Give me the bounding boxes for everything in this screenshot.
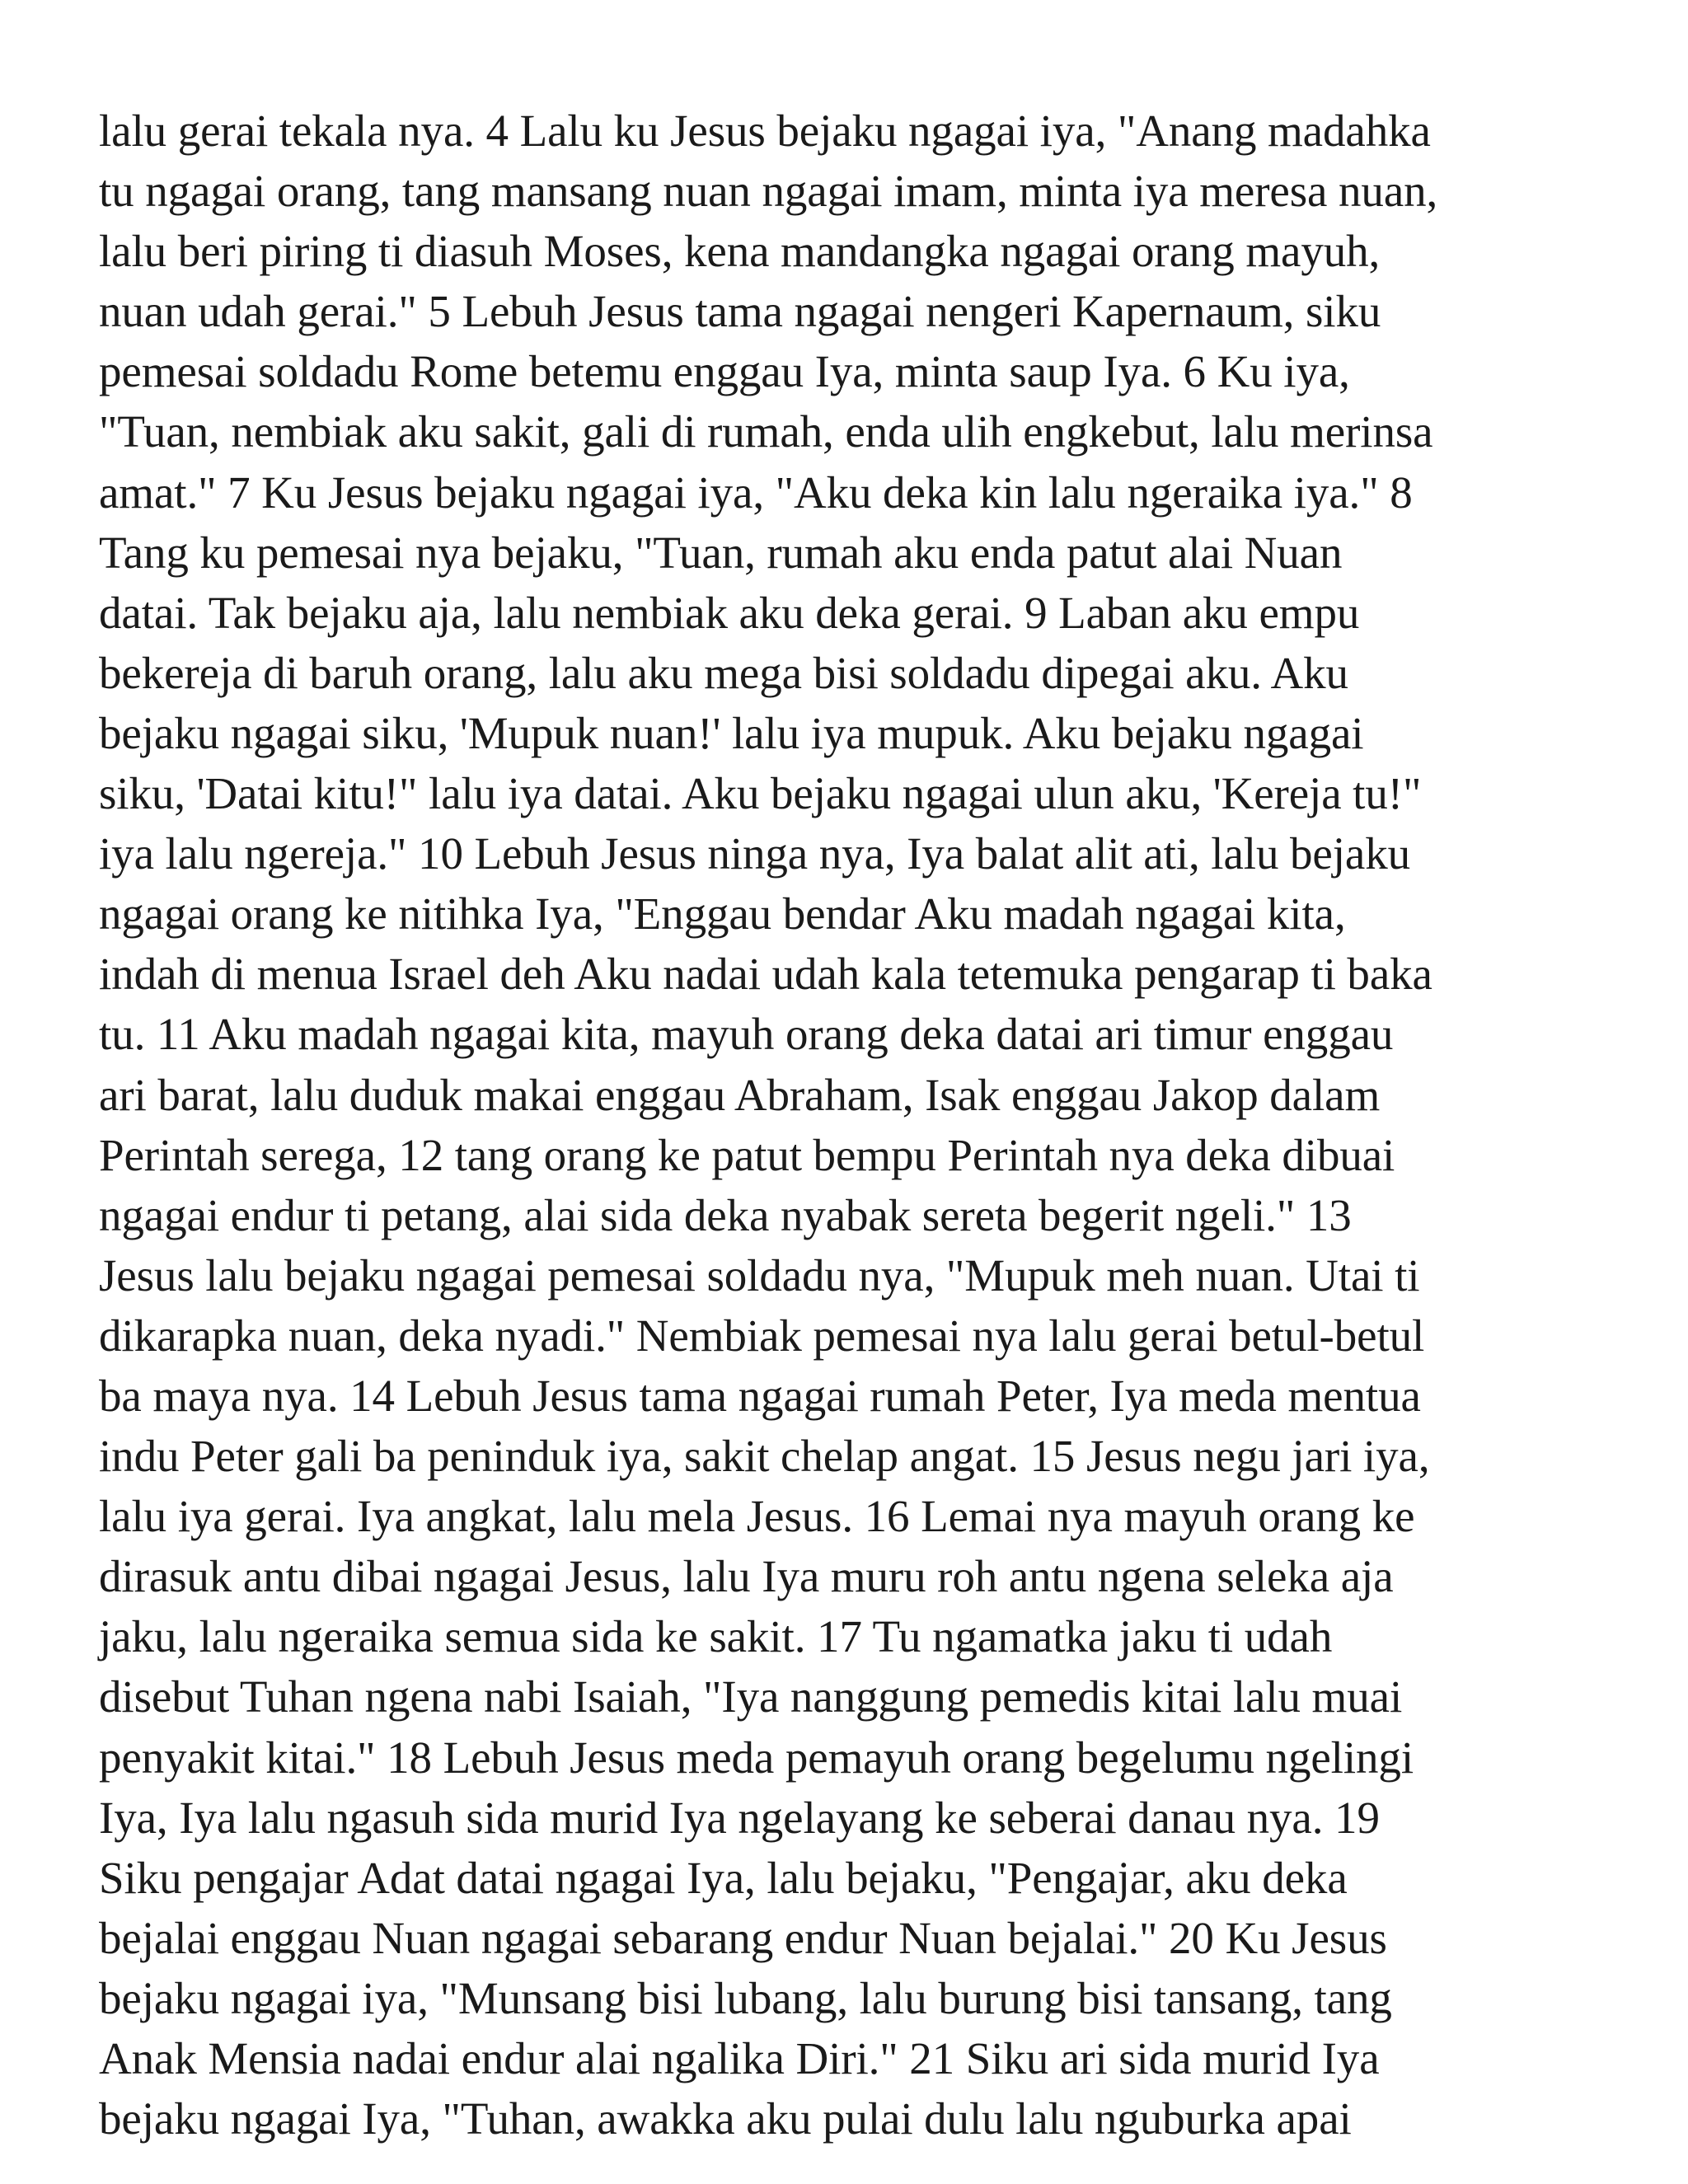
text-line: Tang ku pemesai nya bejaku, "Tuan, rumah aku enda patut alai Nuan [99,527,1343,578]
text-line: indu Peter gali ba peninduk iya, sakit chelap angat. 15 Jesus negu jari iya, [99,1431,1430,1482]
text-line: Siku pengajar Adat datai ngagai Iya, lalu bejaku, "Pengajar, aku deka [99,1852,1348,1903]
text-line: iya lalu ngereja." 10 Lebuh Jesus ninga nya, Iya balat alit ati, lalu bejaku [99,828,1410,879]
text-line: bekereja di baruh orang, lalu aku mega bisi soldadu dipegai aku. Aku [99,647,1348,698]
text-line: dikarapka nuan, deka nyadi." Nembiak pemesai nya lalu gerai betul-betul [99,1310,1425,1361]
text-line: lalu gerai tekala nya. 4 Lalu ku Jesus bejaku ngagai iya, "Anang madahka [99,105,1431,156]
text-line: "Tuan, nembiak aku sakit, gali di rumah, enda ulih engkebut, lalu merinsa [99,406,1433,457]
text-line: Perintah serega, 12 tang orang ke patut bempu Perintah nya deka dibuai [99,1129,1395,1180]
text-line: disebut Tuhan ngena nabi Isaiah, "Iya nanggung pemedis kitai lalu muai [99,1671,1403,1722]
text-line: nuan udah gerai." 5 Lebuh Jesus tama ngagai nengeri Kapernaum, siku [99,286,1381,337]
text-line: amat." 7 Ku Jesus bejaku ngagai iya, "Aku deka kin lalu ngeraika iya." 8 [99,466,1413,518]
text-line: jaku, lalu ngeraika semua sida ke sakit. 17 Tu ngamatka jaku ti udah [99,1611,1333,1662]
text-line: penyakit kitai." 18 Lebuh Jesus meda pemayuh orang begelumu ngelingi [99,1732,1414,1783]
text-line: pemesai soldadu Rome betemu enggau Iya, minta saup Iya. 6 Ku iya, [99,346,1350,397]
text-line: Anak Mensia nadai endur alai ngalika Diri." 21 Siku ari sida murid Iya [99,2033,1380,2083]
text-line: bejalai enggau Nuan ngagai sebarang endur Nuan bejalai." 20 Ku Jesus [99,1912,1387,1963]
text-line: Jesus lalu bejaku ngagai pemesai soldadu nya, "Mupuk meh nuan. Utai ti [99,1249,1420,1301]
text-line: ngagai endur ti petang, alai sida deka nyabak sereta begerit ngeli." 13 [99,1189,1352,1240]
text-line: bejaku ngagai siku, 'Mupuk nuan!' lalu iya mupuk. Aku bejaku ngagai [99,707,1364,758]
text-line: datai. Tak bejaku aja, lalu nembiak aku deka gerai. 9 Laban aku empu [99,587,1360,638]
text-line: bejaku ngagai iya, "Munsang bisi lubang, lalu burung bisi tansang, tang [99,1972,1392,2023]
text-line: tu ngagai orang, tang mansang nuan ngagai imam, minta iya meresa nuan, [99,166,1438,217]
text-line: Iya, Iya lalu ngasuh sida murid Iya ngelayang ke seberai danau nya. 19 [99,1792,1380,1843]
text-line: ngagai orang ke nitihka Iya, "Enggau bendar Aku madah ngagai kita, [99,888,1346,940]
text-line: tu. 11 Aku madah ngagai kita, mayuh orang deka datai ari timur enggau [99,1009,1394,1060]
text-line: ba maya nya. 14 Lebuh Jesus tama ngagai rumah Peter, Iya meda mentua [99,1370,1421,1421]
body-text [99,101,1607,2149]
text-line: lalu beri piring ti diasuh Moses, kena mandangka ngagai orang mayuh, [99,226,1381,277]
text-line: bejaku ngagai Iya, "Tuhan, awakka aku pulai dulu lalu nguburka apai [99,2093,1352,2144]
text-line: indah di menua Israel deh Aku nadai udah kala tetemuka pengarap ti baka [99,949,1432,1000]
text-line: lalu iya gerai. Iya angkat, lalu mela Jesus. 16 Lemai nya mayuh orang ke [99,1491,1415,1542]
text-line: siku, 'Datai kitu!" lalu iya datai. Aku bejaku ngagai ulun aku, 'Kereja tu!" [99,768,1422,819]
text-line: ari barat, lalu duduk makai enggau Abraham, Isak enggau Jakop dalam [99,1069,1381,1120]
text-line: dirasuk antu dibai ngagai Jesus, lalu Iya muru roh antu ngena seleka aja [99,1551,1394,1602]
